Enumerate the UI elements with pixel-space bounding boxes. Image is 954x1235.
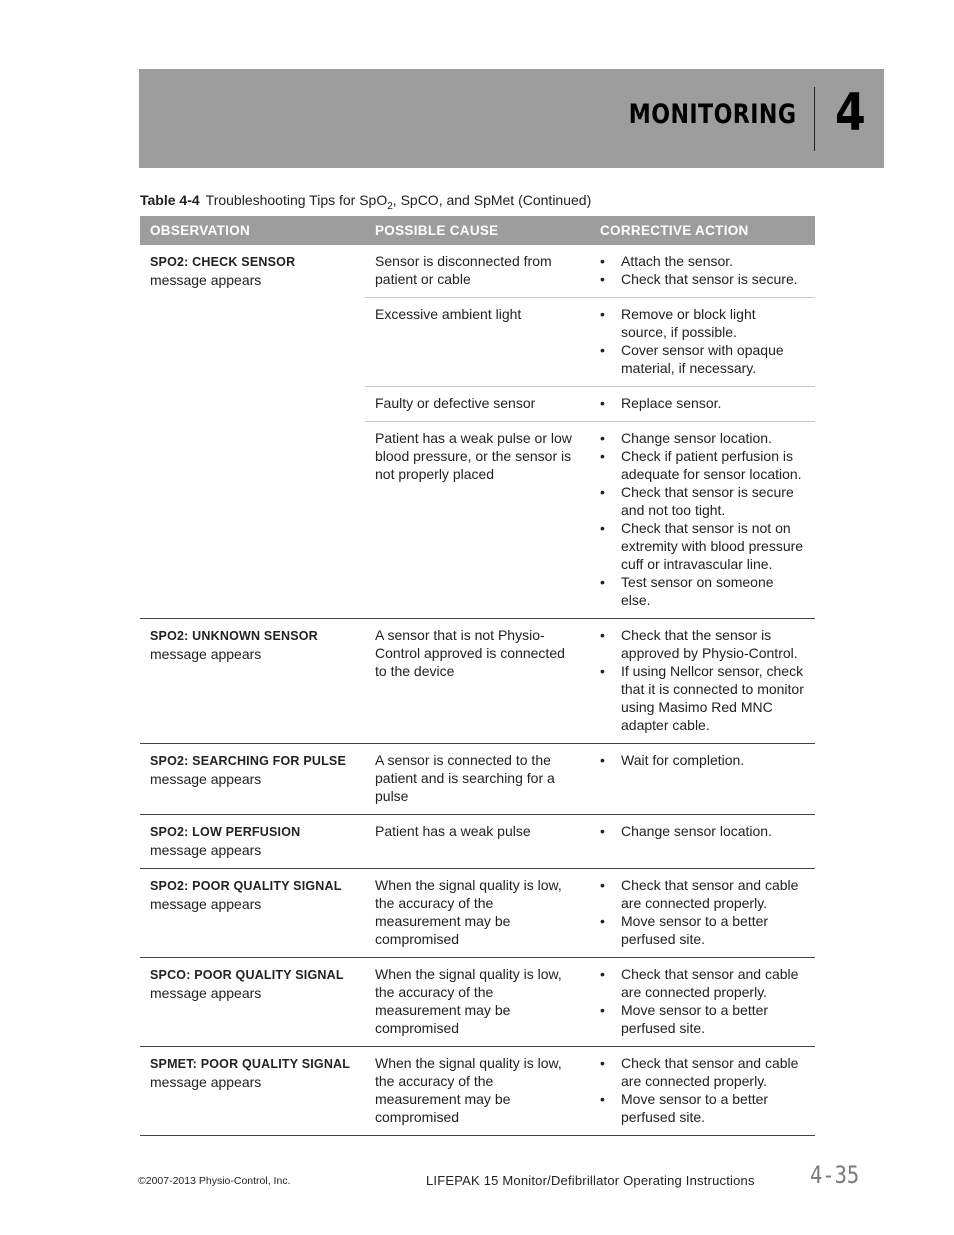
table-row [140, 619, 815, 744]
corrective-action-item: • Remove or block light source, if possible. [600, 305, 805, 341]
table-row [140, 869, 815, 958]
chapter-title: MONITORING [628, 99, 796, 130]
corrective-action-cell [590, 958, 815, 1047]
table-row [140, 1047, 815, 1136]
observation-message-code: SPO2: POOR QUALITY SIGNAL [150, 879, 342, 893]
corrective-action-item: • Attach the sensor. [600, 252, 805, 270]
observation-text: message appears [150, 842, 262, 858]
corrective-action-item: • Move sensor to a better perfused site. [600, 912, 805, 948]
corrective-action-item: • Wait for completion. [600, 751, 805, 769]
corrective-action-list [600, 1054, 805, 1126]
observation-message-code: SPO2: SEARCHING FOR PULSE [150, 754, 346, 768]
corrective-action-cell [590, 1047, 815, 1136]
corrective-action-list [600, 394, 805, 412]
observation-cell [140, 815, 365, 869]
corrective-action-item: • Check that sensor and cable are connected properly. [600, 876, 805, 912]
observation-cell [140, 1047, 365, 1136]
corrective-action-list [600, 626, 805, 734]
table-row [140, 744, 815, 815]
corrective-action-item: • Change sensor location. [600, 822, 805, 840]
table-body [140, 245, 815, 1136]
observation-cell [140, 958, 365, 1047]
corrective-action-item: • If using Nellcor sensor, check that it is connected to monitor using Masimo Red MNC adapter cable. [600, 662, 805, 734]
corrective-action-item: • Cover sensor with opaque material, if necessary. [600, 341, 805, 377]
footer-page-number: 4-35 [810, 1161, 860, 1189]
footer-document-title: LIFEPAK 15 Monitor/Defibrillator Operating Instructions [426, 1173, 755, 1188]
table-row [140, 245, 815, 298]
possible-cause-cell: Faulty or defective sensor [365, 387, 590, 422]
corrective-action-list [600, 252, 805, 288]
corrective-action-cell [590, 387, 815, 422]
possible-cause-cell: A sensor that is not Physio-Control approved is connected to the device [365, 619, 590, 744]
corrective-action-cell [590, 815, 815, 869]
corrective-action-cell [590, 245, 815, 298]
observation-text: message appears [150, 896, 262, 912]
corrective-action-item: • Replace sensor. [600, 394, 805, 412]
observation-text: message appears [150, 646, 262, 662]
corrective-action-list [600, 965, 805, 1037]
possible-cause-cell: Excessive ambient light [365, 298, 590, 387]
observation-message-code: SPO2: UNKNOWN SENSOR [150, 629, 318, 643]
chapter-banner [139, 69, 884, 168]
corrective-action-cell [590, 422, 815, 619]
corrective-action-cell [590, 619, 815, 744]
banner-divider [814, 87, 815, 151]
column-header-observation: OBSERVATION [140, 216, 365, 245]
column-header-corrective-action: CORRECTIVE ACTION [590, 216, 815, 245]
observation-message-code: SPCO: POOR QUALITY SIGNAL [150, 968, 344, 982]
observation-text: message appears [150, 771, 262, 787]
possible-cause-cell: A sensor is connected to the patient and is searching for a pulse [365, 744, 590, 815]
possible-cause-cell: When the signal quality is low, the accuracy of the measurement may be compromised [365, 958, 590, 1047]
observation-cell [140, 619, 365, 744]
corrective-action-item: • Check if patient perfusion is adequate for sensor location. [600, 447, 805, 483]
caption-text: Troubleshooting Tips for SpO [205, 192, 388, 208]
observation-message-code: SPMET: POOR QUALITY SIGNAL [150, 1057, 351, 1071]
corrective-action-list [600, 429, 805, 609]
corrective-action-cell [590, 869, 815, 958]
troubleshooting-table [140, 216, 815, 1136]
table-header-row [140, 216, 815, 245]
caption-subscript: 2 [387, 200, 393, 212]
corrective-action-list [600, 751, 805, 769]
corrective-action-item: • Move sensor to a better perfused site. [600, 1090, 805, 1126]
corrective-action-item: • Check that sensor and cable are connected properly. [600, 1054, 805, 1090]
possible-cause-cell: When the signal quality is low, the accuracy of the measurement may be compromised [365, 869, 590, 958]
corrective-action-item: • Move sensor to a better perfused site. [600, 1001, 805, 1037]
observation-cell [140, 744, 365, 815]
observation-message-code: SPO2: CHECK SENSOR [150, 255, 296, 269]
observation-cell [140, 869, 365, 958]
corrective-action-item: • Check that sensor is secure. [600, 270, 805, 288]
corrective-action-item: • Change sensor location. [600, 429, 805, 447]
table-row [140, 815, 815, 869]
possible-cause-cell: When the signal quality is low, the accuracy of the measurement may be compromised [365, 1047, 590, 1136]
observation-text: message appears [150, 272, 262, 288]
observation-cell [140, 245, 365, 619]
corrective-action-item: • Check that sensor is not on extremity with blood pressure cuff or intravascular line. [600, 519, 805, 573]
corrective-action-list [600, 822, 805, 840]
corrective-action-item: • Check that the sensor is approved by Physio-Control. [600, 626, 805, 662]
corrective-action-item: • Check that sensor and cable are connected properly. [600, 965, 805, 1001]
possible-cause-cell: Patient has a weak pulse or low blood pressure, or the sensor is not properly placed [365, 422, 590, 619]
observation-text: message appears [150, 1074, 262, 1090]
corrective-action-item: • Check that sensor is secure and not too tight. [600, 483, 805, 519]
column-header-possible-cause: POSSIBLE CAUSE [365, 216, 590, 245]
table-label: Table 4-4 [140, 192, 200, 208]
chapter-number: 4 [835, 83, 866, 143]
corrective-action-cell [590, 298, 815, 387]
corrective-action-list [600, 876, 805, 948]
table-caption [140, 192, 591, 212]
corrective-action-item: • Test sensor on someone else. [600, 573, 805, 609]
caption-text-continued: , SpCO, and SpMet (Continued) [392, 192, 592, 208]
footer-copyright: ©2007-2013 Physio-Control, Inc. [138, 1175, 291, 1187]
possible-cause-cell: Sensor is disconnected from patient or cable [365, 245, 590, 298]
corrective-action-cell [590, 744, 815, 815]
possible-cause-cell: Patient has a weak pulse [365, 815, 590, 869]
observation-message-code: SPO2: LOW PERFUSION [150, 825, 301, 839]
corrective-action-list [600, 305, 805, 377]
observation-text: message appears [150, 985, 262, 1001]
table-row [140, 958, 815, 1047]
